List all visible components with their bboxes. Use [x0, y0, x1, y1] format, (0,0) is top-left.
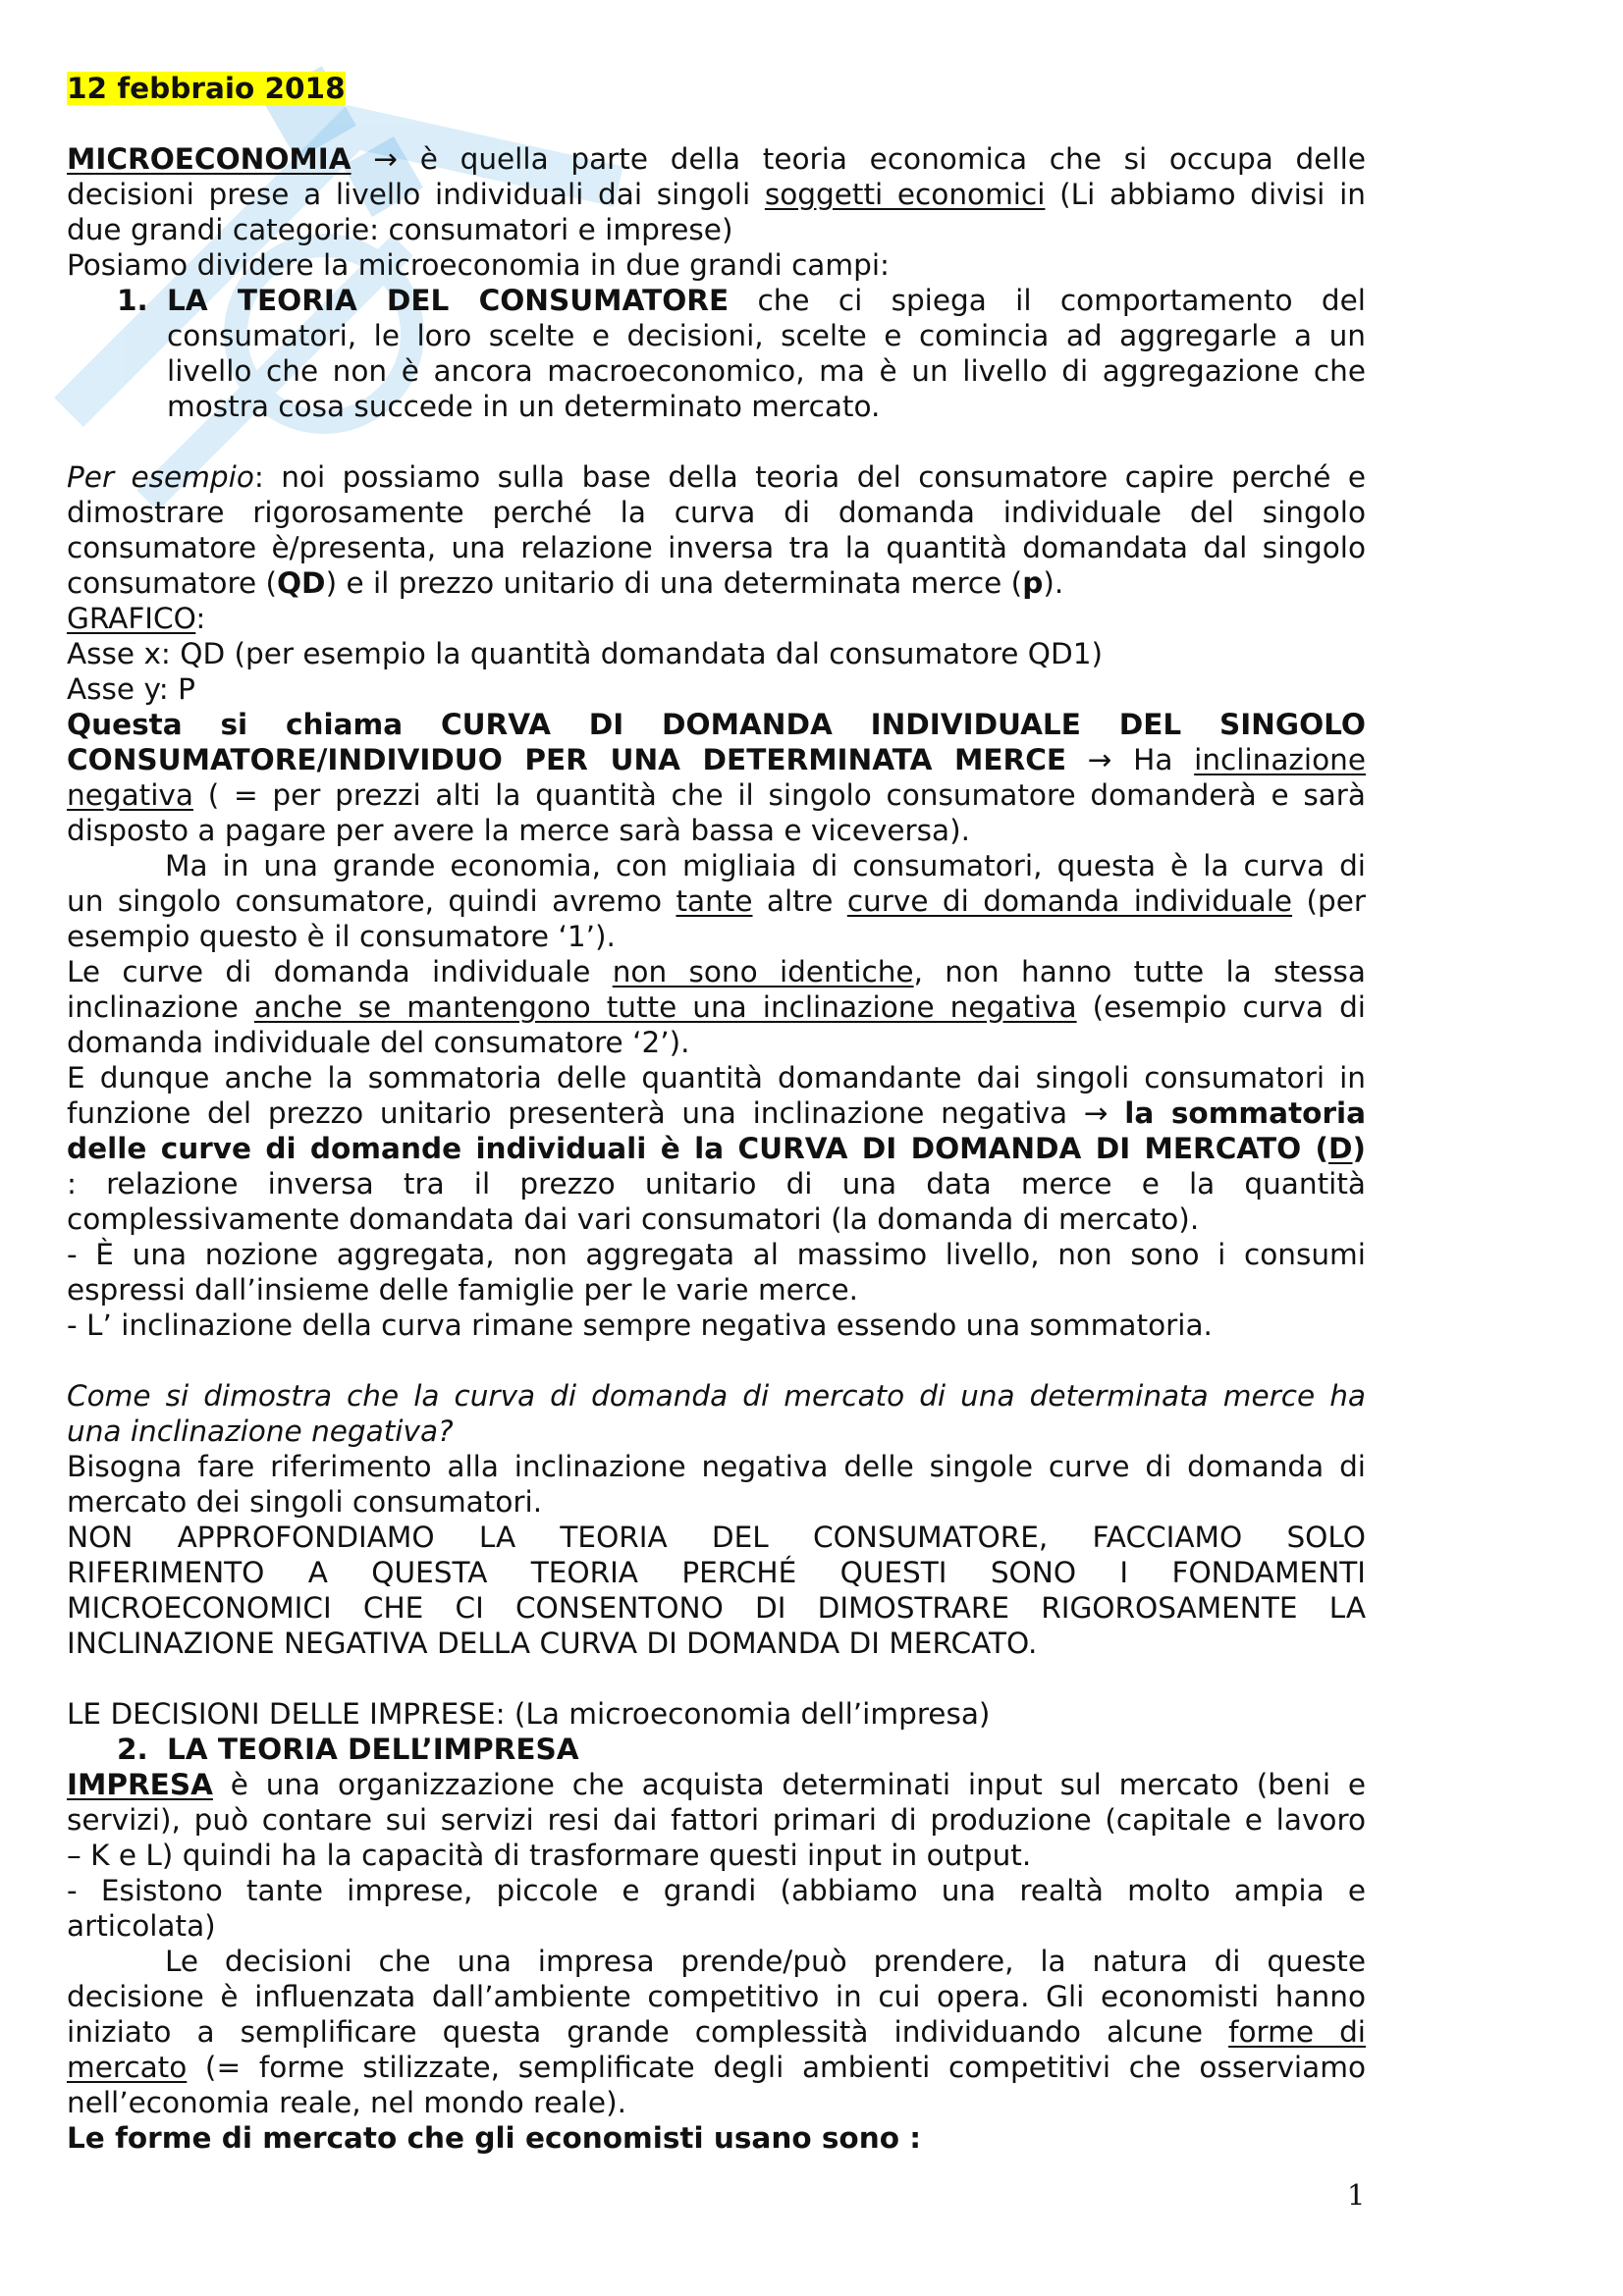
arrow-icon: →	[373, 142, 399, 176]
text-line: inclinazione anche se mantengono tutte una inclinazione negativa (esempio curva di	[67, 990, 1366, 1024]
text-line: mostra cosa succede in un determinato mercato.	[167, 390, 881, 423]
text-line: Asse y: P	[67, 672, 195, 706]
text-line: - È una nozione aggregata, non aggregata al massimo livello, non sono i consumi	[67, 1238, 1366, 1271]
section-heading: LE DECISIONI DELLE IMPRESE: (La microeconomia dell’impresa)	[67, 1697, 991, 1731]
arrow-icon: →	[1087, 743, 1112, 776]
text-line: CONSUMATORE/INDIVIDUO PER UNA DETERMINATA MERCE → Ha inclinazione	[67, 743, 1366, 776]
document-body	[67, 71, 1366, 2156]
text-line: negativa ( = per prezzi alti la quantità che il singolo consumatore domanderà e sarà	[67, 778, 1366, 812]
text-line: due grandi categorie: consumatori e imprese)	[67, 213, 733, 246]
text-line: disposto a pagare per avere la merce sarà bassa e viceversa).	[67, 814, 970, 847]
text-line: NON APPROFONDIAMO LA TEORIA DEL CONSUMATORE, FACCIAMO SOLO	[67, 1521, 1366, 1554]
text-line: IMPRESA è una organizzazione che acquista determinati input sul mercato (beni e	[67, 1768, 1366, 1801]
text-line: iniziato a semplificare questa grande complessità individuando alcune forme di	[67, 2015, 1367, 2049]
text-line: Posiamo dividere la microeconomia in due grandi campi:	[67, 248, 890, 282]
text-line: RIFERIMENTO A QUESTA TEORIA PERCHÉ QUESTI SONO I FONDAMENTI	[67, 1556, 1366, 1589]
text-line: Per esempio: noi possiamo sulla base della teoria del consumatore capire perché e	[67, 460, 1366, 494]
date-highlight: 12 febbraio 2018	[67, 72, 346, 105]
text-line: mercato (= forme stilizzate, semplificate degli ambienti competitivi che osserviamo	[67, 2051, 1366, 2084]
text-line: consumatore (QD) e il prezzo unitario di una determinata merce (p).	[67, 566, 1064, 600]
text-line: Le decisioni che una impresa prende/può prendere, la natura di queste	[165, 1945, 1366, 1978]
text-line: consumatori, le loro scelte e decisioni, scelte e comincia ad aggregarle a un	[167, 319, 1366, 352]
text-line: - Esistono tante imprese, piccole e grandi (abbiamo una realtà molto ampia e	[67, 1874, 1366, 1907]
text-line: delle curve di domande individuali è la CURVA DI DOMANDA DI MERCATO (D)	[67, 1132, 1366, 1165]
text-line: INCLINAZIONE NEGATIVA DELLA CURVA DI DOMANDA DI MERCATO.	[67, 1627, 1038, 1660]
text-line: un singolo consumatore, quindi avremo tante altre curve di domanda individuale (per	[67, 884, 1366, 918]
text-line: Le forme di mercato che gli economisti usano sono :	[67, 2121, 922, 2155]
text-line: decisioni prese a livello individuali dai singoli soggetti economici (Li abbiamo divisi in	[67, 178, 1366, 211]
question-line: una inclinazione negativa?	[67, 1415, 454, 1448]
text-line: Ma in una grande economia, con migliaia di consumatori, questa è la curva di	[165, 849, 1366, 882]
text-line: esempio questo è il consumatore ‘1’).	[67, 920, 616, 953]
text-line: - L’ inclinazione della curva rimane sempre negativa essendo una sommatoria.	[67, 1308, 1213, 1342]
text-line: complessivamente domandata dai vari consumatori (la domanda di mercato).	[67, 1202, 1200, 1236]
text-line: MICROECONOMICI CHE CI CONSENTONO DI DIMOSTRARE RIGOROSAMENTE LA	[67, 1591, 1366, 1625]
text-line: – K e L) quindi ha la capacità di trasformare questi input in output.	[67, 1839, 1032, 1872]
arrow-icon: →	[1083, 1096, 1109, 1130]
grafico-label: GRAFICO	[67, 602, 196, 635]
text-line: funzione del prezzo unitario presenterà una inclinazione negativa → la sommatoria	[67, 1096, 1367, 1130]
text-line: Bisogna fare riferimento alla inclinazione negativa delle singole curve di domanda di	[67, 1450, 1366, 1483]
text-line: MICROECONOMIA → è quella parte della teoria economica che si occupa delle	[67, 142, 1366, 176]
text-line: decisione è influenzata dall’ambiente competitivo in cui opera. Gli economisti hanno	[67, 1980, 1366, 2013]
term-microeconomia: MICROECONOMIA	[67, 142, 352, 176]
text-line: Asse x: QD (per esempio la quantità domandata dal consumatore QD1)	[67, 637, 1103, 670]
text-line: E dunque anche la sommatoria delle quantità domandante dai singoli consumatori in	[67, 1061, 1366, 1095]
text-line: mercato dei singoli consumatori.	[67, 1485, 543, 1519]
text-line: Questa si chiama CURVA DI DOMANDA INDIVIDUALE DEL SINGOLO	[67, 708, 1366, 741]
list-item-2: 2. LA TEORIA DELL’IMPRESA	[117, 1733, 579, 1766]
page-number: 1	[1347, 2178, 1366, 2212]
text-line: nell’economia reale, nel mondo reale).	[67, 2086, 626, 2119]
text-line: GRAFICO:	[67, 602, 206, 635]
text-line: dimostrare rigorosamente perché la curva di domanda individuale del singolo	[67, 496, 1366, 529]
text-line: espressi dall’insieme delle famiglie per le varie merce.	[67, 1273, 859, 1307]
text-line: livello che non è ancora macroeconomico, ma è un livello di aggregazione che	[167, 354, 1366, 388]
text-line: Le curve di domanda individuale non sono identiche, non hanno tutte la stessa	[67, 955, 1366, 988]
text-line: articolata)	[67, 1909, 216, 1943]
term-impresa: IMPRESA	[67, 1768, 213, 1801]
text-line: : relazione inversa tra il prezzo unitario di una data merce e la quantità	[67, 1167, 1366, 1201]
date-line	[67, 71, 1366, 106]
question-line: Come si dimostra che la curva di domanda di mercato di una determinata merce ha	[67, 1379, 1366, 1413]
text-line: domanda individuale del consumatore ‘2’).	[67, 1026, 690, 1059]
text-line: servizi), può contare sui servizi resi dai fattori primari di produzione (capitale e lavoro	[67, 1803, 1366, 1837]
text-line: consumatore è/presenta, una relazione inversa tra la quantità domandata dal singolo	[67, 531, 1366, 564]
list-item-1: 1. LA TEORIA DEL CONSUMATORE che ci spiega il comportamento del	[117, 284, 1366, 317]
